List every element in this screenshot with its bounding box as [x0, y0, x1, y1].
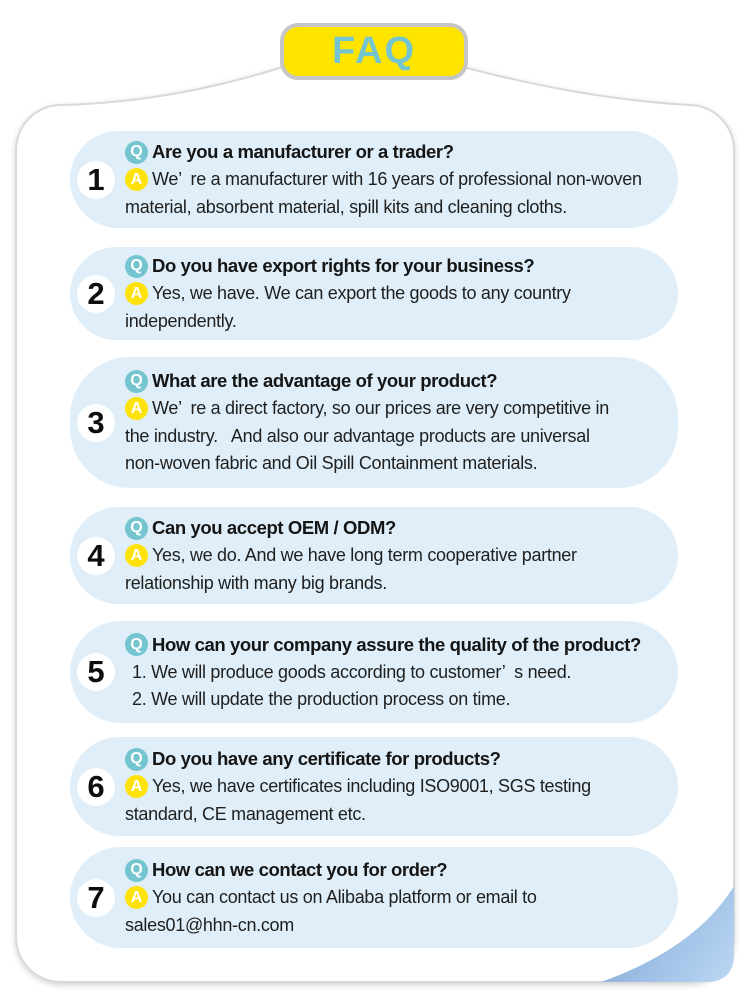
item-number: 6: [87, 768, 105, 804]
answer-text-continued: independently.: [125, 310, 237, 331]
item-number-badge: [77, 653, 115, 691]
answer-text: Yes, we have certificates including ISO9001, SGS testing: [152, 776, 591, 796]
faq-item-2: [70, 247, 678, 340]
answer-text: Yes, we do. And we have long term cooperative partner: [152, 545, 577, 565]
question-icon: Q: [125, 141, 148, 164]
question-icon: Q: [125, 859, 148, 882]
faq-item-6: [70, 737, 678, 836]
answer-icon: A: [125, 397, 148, 420]
item-number: 3: [87, 404, 105, 440]
question-icon: Q: [125, 517, 148, 540]
answer-text: We’ re a direct factory, so our prices are very competitive in: [152, 398, 609, 419]
answer-icon: A: [125, 282, 148, 305]
answer-text: You can contact us on Alibaba platform or email to: [152, 887, 537, 907]
item-number: 5: [87, 654, 105, 689]
item-number-badge: [77, 404, 115, 442]
item-number-badge: [77, 161, 115, 199]
item-number: 7: [87, 879, 105, 915]
answer-list-line: 1. We will produce goods according to customer’ s need.: [132, 661, 572, 682]
answer-text-continued: the industry. And also our advantage products are universal: [125, 425, 590, 446]
answer-text-continued: standard, CE management etc.: [125, 803, 366, 824]
question-icon: Q: [125, 255, 148, 278]
faq-title: FAQ: [331, 30, 417, 72]
answer-icon: A: [125, 886, 148, 909]
email-text: sales01@hhn-cn.com: [125, 914, 294, 935]
question-text: What are the advantage of your product?: [152, 370, 498, 392]
answer-icon: A: [125, 775, 148, 798]
answer-text: We’ re a manufacturer with 16 years of professional non-woven: [152, 169, 642, 189]
answer-text-continued: material, absorbent material, spill kits and cleaning cloths.: [125, 196, 567, 217]
item-number-badge: [77, 879, 115, 917]
faq-item-5: [70, 621, 678, 723]
item-number-badge: [77, 768, 115, 806]
question-text: Do you have export rights for your business?: [152, 255, 535, 276]
faq-item-7: [70, 847, 678, 948]
question-text: Are you a manufacturer or a trader?: [152, 141, 454, 162]
answer-list-line: 2. We will update the production process on time.: [132, 689, 511, 709]
item-number: 4: [87, 537, 105, 573]
faq-item-3: [70, 357, 678, 488]
question-text: Can you accept OEM / ODM?: [152, 517, 396, 538]
question-icon: Q: [125, 370, 148, 393]
question-icon: Q: [125, 633, 148, 656]
question-icon: Q: [125, 748, 148, 771]
item-number-badge: [77, 275, 115, 313]
answer-text-continued: non-woven fabric and Oil Spill Containment materials.: [125, 453, 538, 474]
faq-title-badge: [280, 23, 468, 80]
item-number: 1: [87, 161, 105, 197]
item-number: 2: [87, 275, 105, 311]
faq-item-4: [70, 507, 678, 604]
answer-text-continued: relationship with many big brands.: [125, 572, 387, 593]
answer-icon: A: [125, 168, 148, 191]
item-number-badge: [77, 537, 115, 575]
question-text: Do you have any certificate for products?: [152, 748, 501, 769]
answer-text: Yes, we have. We can export the goods to any country: [152, 283, 571, 303]
faq-item-1: [70, 131, 678, 228]
question-text: How can your company assure the quality of the product?: [152, 633, 641, 655]
answer-icon: A: [125, 544, 148, 567]
question-text: How can we contact you for order?: [152, 859, 448, 880]
